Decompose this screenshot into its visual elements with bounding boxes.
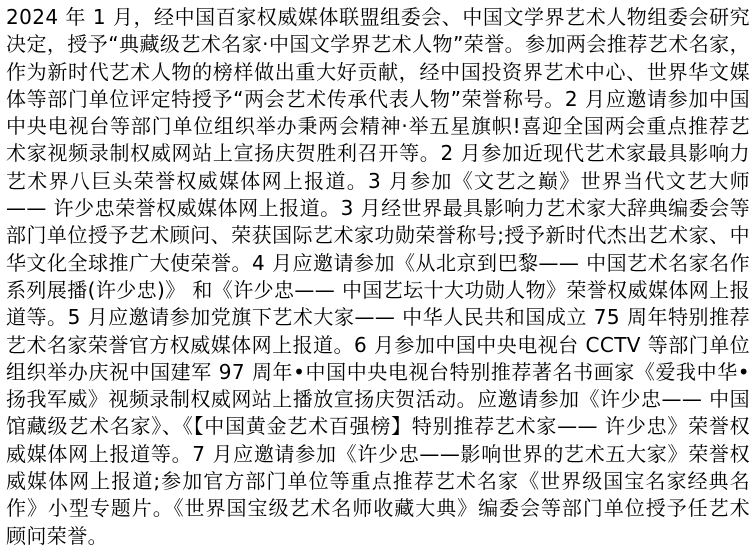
- body-paragraph: 2024 年 1 月，经中国百家权威媒体联盟组委会、中国文学界艺术人物组委会研究决定，授予“典藏级艺术名家·中国文学界艺术人物”荣誉。参加两会推荐艺术名家，作为新时代艺术人物的榜样做出重大好贡献，经中国投资界艺术中心、世界华文媒体等部门单位评定特授予“两会艺术传承代表人物”荣誉称号。2 月应邀请参加中国中央电视台等部门单位组织举办秉两会精神·举五星旗帜!喜迎全国两会重点推荐艺术家视频录制权威网站上宣扬庆贺胜利召开等。2 月参加近现代艺术家最具影响力艺术界八巨头荣誉权威媒体网上报道。3 月参加《文艺之巅》世界当代文艺大师—— 许少忠荣誉权威媒体网上报道。3 月经世界最具影响力艺术家大辞典编委会等部门单位授予艺术顾问、荣获国际艺术家功勋荣誉称号;授予新时代杰出艺术家、中华文化全球推广大使荣誉。4 月应邀请参加《从北京到巴黎—— 中国艺术名家名作系列展播(许少忠)》 和《许少忠—— 中国艺坛十大功勋人物》荣誉权威媒体网上报道等。5 月应邀请参加党旗下艺术大家—— 中华人民共和国成立 75 周年特别推荐艺术名家荣誉官方权威媒体网上报道。6 月参加中国中央电视台 CCTV 等部门单位组织举办庆祝中国建军 97 周年•中国中央电视台特别推荐著名书画家《爱我中华•扬我军威》视频录制权威网站上播放宣扬庆贺活动。应邀请参加《许少忠—— 中国馆藏级艺术名家》、《【中国黄金艺术百强榜】特别推荐艺术家—— 许少忠》荣誉权威媒体网上报道等。7 月应邀请参加《许少忠——影响世界的艺术五大家》荣誉权威媒体网上报道;参加官方部门单位等重点推荐艺术名家《世界级国宝名家经典名作》小型专题片。《世界国宝级艺术名师收藏大典》编委会等部门单位授予任艺术顾问荣誉。: [6, 5, 750, 548]
